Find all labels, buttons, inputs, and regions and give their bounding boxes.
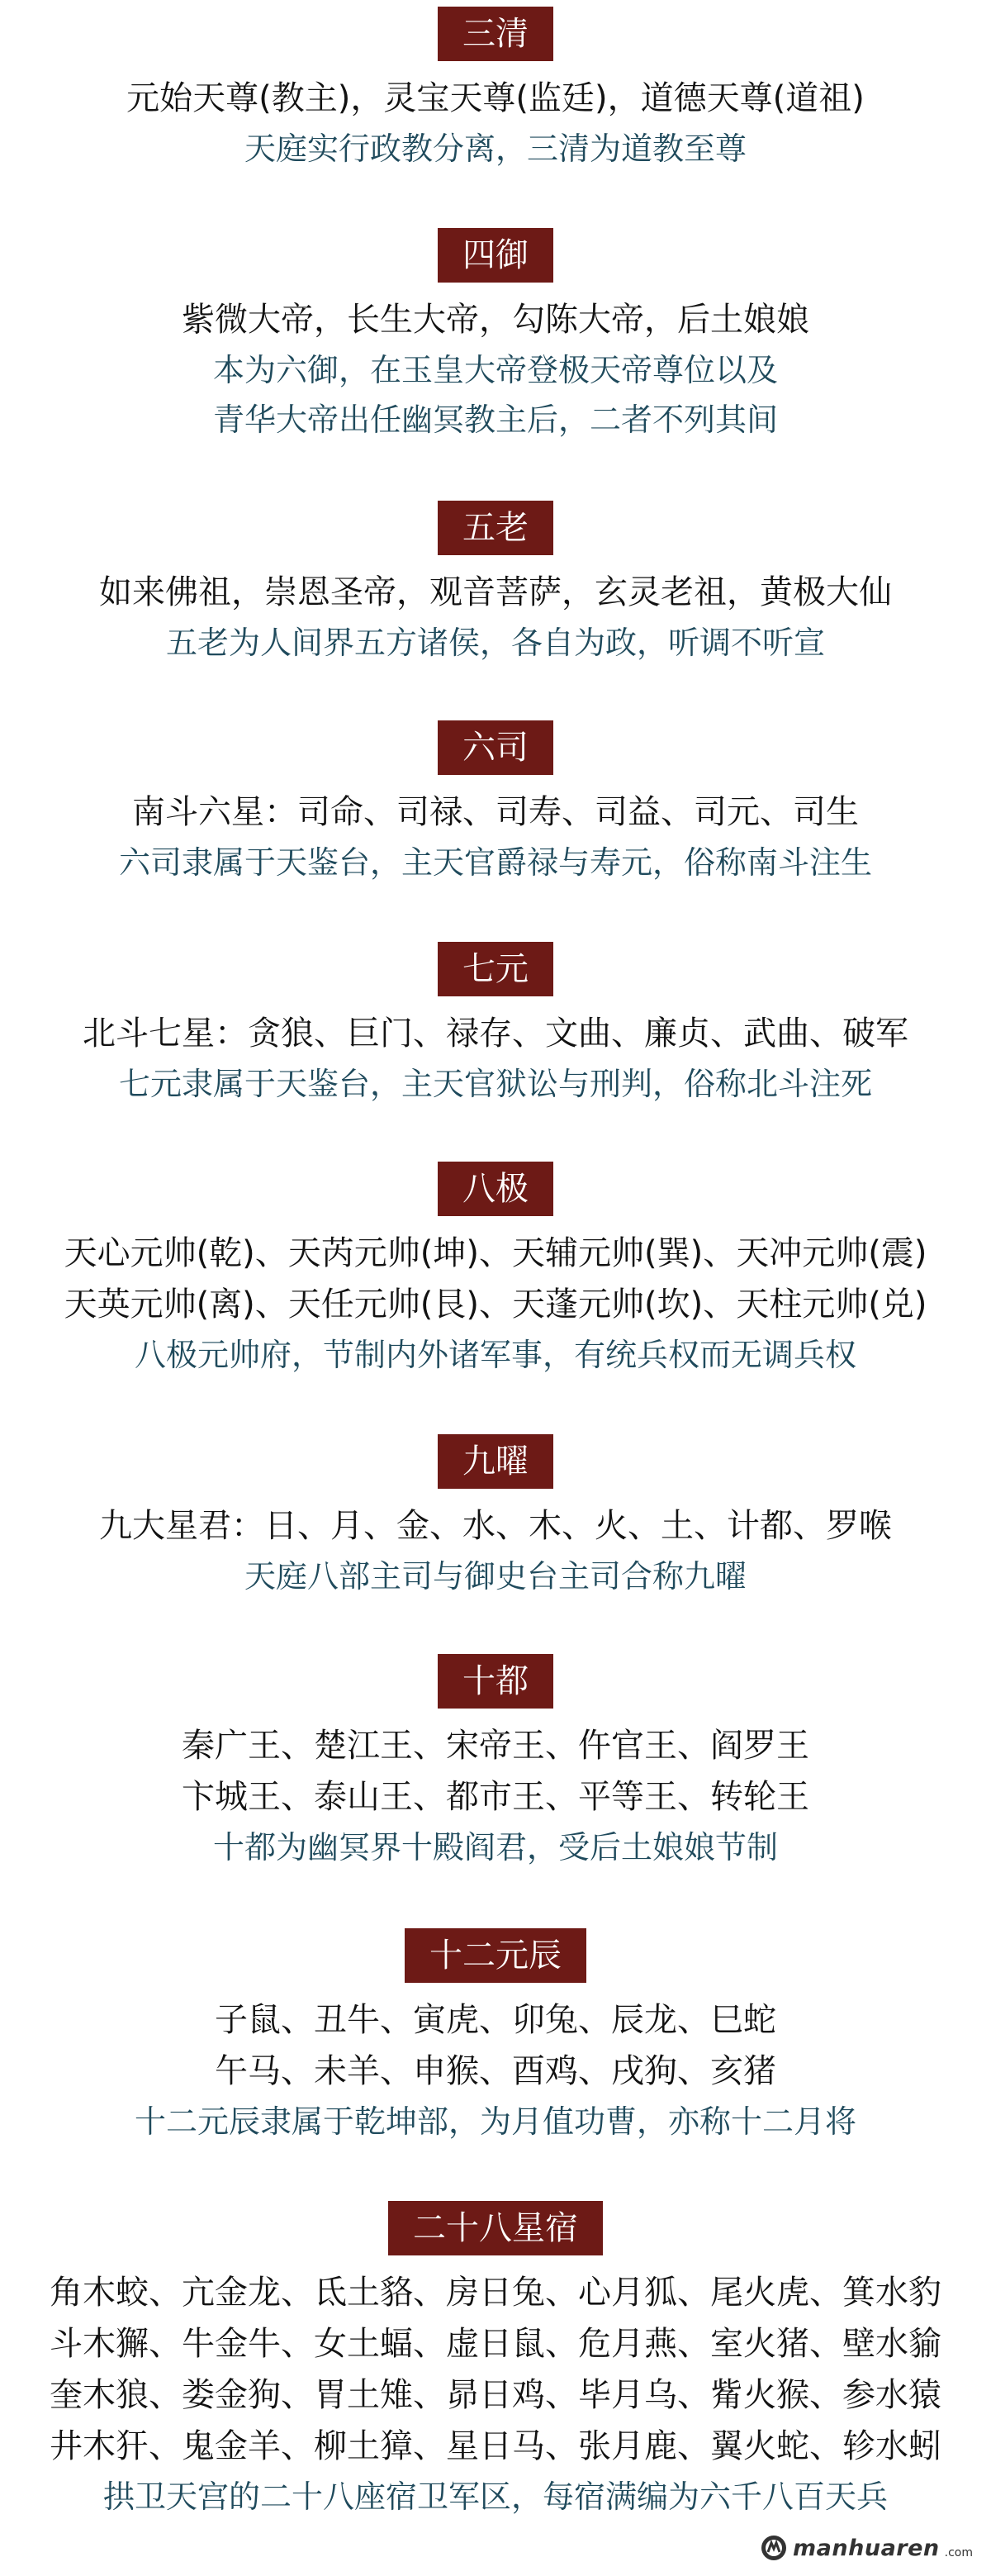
section-wulao	[0, 501, 991, 668]
section-note: 八极元帅府，节制内外诸军事，有统兵权而无调兵权	[134, 1337, 856, 1373]
section-title-badge: 三清	[438, 7, 553, 61]
section-line: 北斗七星：贪狼、巨门、禄存、文曲、廉贞、武曲、破军	[83, 1015, 908, 1053]
section-line: 南斗六星：司命、司禄、司寿、司益、司元、司生	[132, 793, 859, 831]
section-title-badge: 五老	[438, 501, 553, 555]
section-title-badge: 六司	[438, 720, 553, 775]
section-line: 九大星君：日、月、金、水、木、火、土、计都、罗喉	[99, 1507, 892, 1545]
section-line: 紫微大帝，长生大帝，勾陈大帝，后土娘娘	[182, 301, 809, 339]
section-line: 井木犴、鬼金羊、柳土獐、星日马、张月鹿、翼火蛇、轸水蚓	[50, 2427, 941, 2465]
section-title-badge: 八极	[438, 1162, 553, 1216]
section-shidu	[0, 1654, 991, 1872]
section-line: 奎木狼、娄金狗、胃土雉、昴日鸡、毕月乌、觜火猴、参水猿	[50, 2376, 941, 2414]
manhuaren-logo-icon	[760, 2534, 788, 2562]
section-line: 元始天尊(教主)，灵宝天尊(监廷)，道德天尊(道祖)	[126, 79, 865, 117]
section-note: 十二元辰隶属于乾坤部，为月值功曹，亦称十二月将	[134, 2103, 856, 2140]
section-title-badge: 二十八星宿	[388, 2201, 603, 2255]
section-note: 本为六御，在玉皇大帝登极天帝尊位以及	[212, 352, 778, 388]
section-sanqing	[0, 7, 991, 173]
watermark	[760, 2531, 973, 2564]
section-jiuyao	[0, 1434, 991, 1601]
section-liusi	[0, 720, 991, 887]
section-line: 秦广王、楚江王、宋帝王、仵官王、阎罗王	[182, 1727, 809, 1765]
section-note: 十都为幽冥界十殿阎君，受后土娘娘节制	[212, 1829, 778, 1865]
section-line: 子鼠、丑牛、寅虎、卯兔、辰龙、巳蛇	[215, 2001, 776, 2039]
section-line: 天心元帅(乾)、天芮元帅(坤)、天辅元帅(巽)、天冲元帅(震)	[64, 1234, 927, 1272]
section-note: 拱卫天宫的二十八座宿卫军区，每宿满编为六千八百天兵	[102, 2479, 888, 2515]
section-line: 卞城王、泰山王、都市王、平等王、转轮王	[182, 1778, 809, 1816]
section-note: 天庭实行政教分离，三清为道教至尊	[244, 131, 747, 167]
section-note: 六司隶属于天鉴台，主天官爵禄与寿元，俗称南斗注生	[118, 844, 872, 881]
section-line: 角木蛟、亢金龙、氐土貉、房日兔、心月狐、尾火虎、箕水豹	[50, 2274, 941, 2312]
section-note: 七元隶属于天鉴台，主天官狱讼与刑判，俗称北斗注死	[118, 1066, 872, 1102]
section-baji	[0, 1162, 991, 1380]
section-title-badge: 十都	[438, 1654, 553, 1709]
section-ershibaxingxiu	[0, 2201, 991, 2521]
section-siyu	[0, 228, 991, 444]
section-line: 天英元帅(离)、天任元帅(艮)、天蓬元帅(坎)、天柱元帅(兑)	[64, 1286, 927, 1324]
section-title-badge: 四御	[438, 228, 553, 283]
watermark-suffix: .com	[944, 2546, 973, 2559]
section-shieryuanchen	[0, 1928, 991, 2146]
section-title-badge: 七元	[438, 942, 553, 996]
section-note: 天庭八部主司与御史台主司合称九曜	[244, 1558, 747, 1595]
section-qiyuan	[0, 942, 991, 1109]
section-title-badge: 九曜	[438, 1434, 553, 1489]
section-line: 斗木獬、牛金牛、女土蝠、虚日鼠、危月燕、室火猪、壁水貐	[50, 2325, 941, 2363]
section-note: 五老为人间界五方诸侯，各自为政，听调不听宣	[165, 625, 825, 661]
section-line: 如来佛祖，崇恩圣帝，观音菩萨，玄灵老祖，黄极大仙	[99, 573, 892, 611]
section-title-badge: 十二元辰	[405, 1928, 586, 1983]
section-line: 午马、未羊、申猴、酉鸡、戌狗、亥猪	[215, 2052, 776, 2090]
section-note: 青华大帝出任幽冥教主后，二者不列其间	[212, 402, 778, 438]
watermark-text: manhuaren	[793, 2535, 940, 2561]
